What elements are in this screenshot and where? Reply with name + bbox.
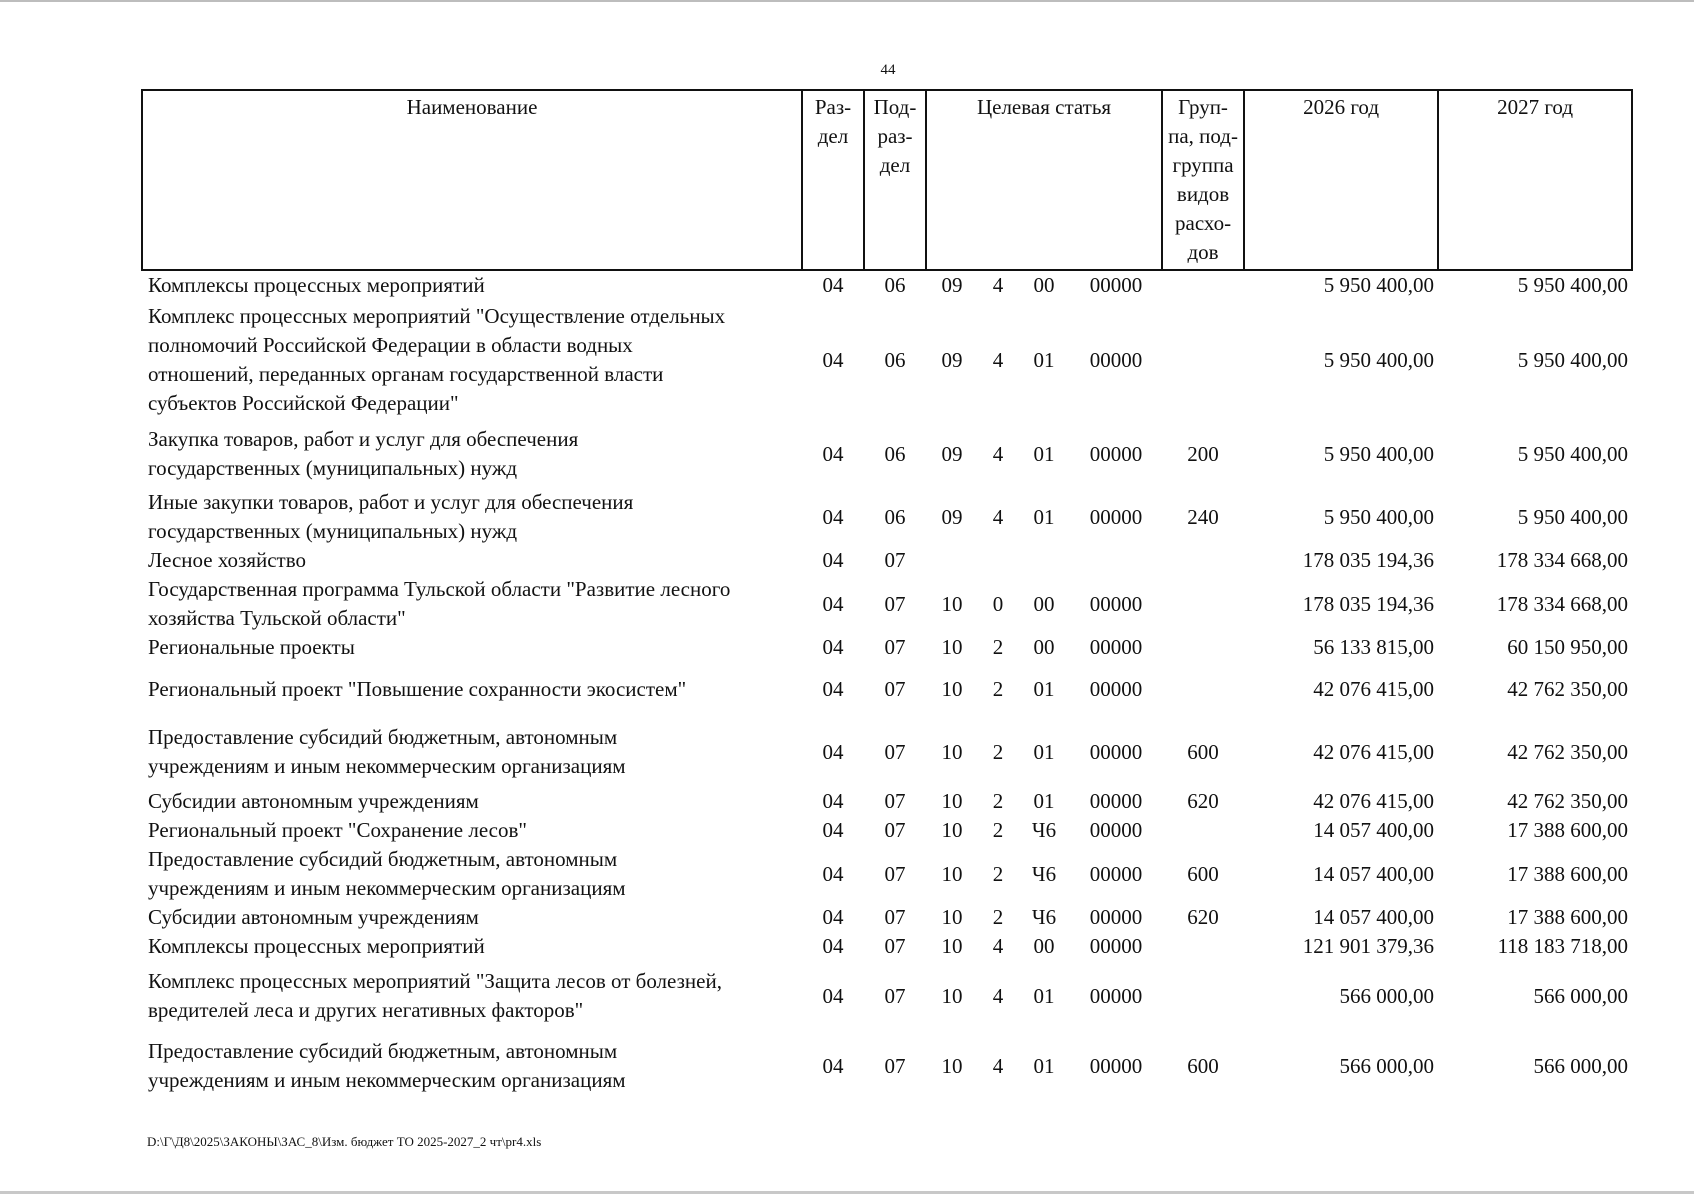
cell-podrazdel: 06 xyxy=(884,441,906,466)
cell-amount-2026: 566 000,00 xyxy=(1339,983,1435,1008)
cell-target-type: 4 xyxy=(992,1053,1004,1078)
cell-amount-2027: 566 000,00 xyxy=(1533,1053,1629,1078)
cell-razdel: 04 xyxy=(822,347,844,372)
header-razdel-line: Раз- xyxy=(814,95,852,119)
cell-target-type: 2 xyxy=(992,677,1004,701)
cell-podrazdel: 07 xyxy=(884,983,906,1008)
table-row xyxy=(142,932,1632,961)
cell-target-element: Ч6 xyxy=(1031,861,1057,886)
table-row xyxy=(142,903,1632,932)
cell-amount-2026: 42 076 415,00 xyxy=(1313,739,1435,764)
cell-name-line: Региональные проекты xyxy=(148,635,355,659)
header-group-line: Груп- xyxy=(1178,95,1228,119)
cell-amount-2026: 14 057 400,00 xyxy=(1313,818,1435,842)
cell-target-program: 10 xyxy=(941,905,963,929)
table-row xyxy=(142,420,1632,488)
header-2026: 2026 год xyxy=(1244,90,1438,270)
cell-target-direction: 00000 xyxy=(1089,635,1143,659)
table-row xyxy=(142,270,1632,300)
cell-target-program: 09 xyxy=(941,273,963,297)
cell-name-line: Иные закупки товаров, работ и услуг для обеспечения xyxy=(148,490,634,514)
cell-amount-2026: 14 057 400,00 xyxy=(1313,905,1435,929)
table-row xyxy=(142,816,1632,845)
cell-target-type: 2 xyxy=(992,789,1004,813)
table-body xyxy=(142,270,1632,1101)
cell-amount-2027: 42 762 350,00 xyxy=(1507,789,1629,813)
cell-expense-group xyxy=(1162,961,1244,1031)
cell-expense-group: 620 xyxy=(1187,905,1219,929)
cell-name xyxy=(142,420,802,488)
cell-razdel: 04 xyxy=(822,441,844,466)
header-group-line: па, под- xyxy=(1168,124,1238,148)
cell-target-direction: 00000 xyxy=(1089,347,1143,372)
cell-expense-group xyxy=(1162,633,1244,662)
cell-expense-group xyxy=(1162,546,1244,575)
cell-target-type: 2 xyxy=(992,818,1004,842)
cell-amount-2027: 17 388 600,00 xyxy=(1507,861,1629,886)
cell-target-program: 10 xyxy=(941,591,963,616)
cell-amount-2026: 42 076 415,00 xyxy=(1313,789,1435,813)
cell-amount-2026: 178 035 194,36 xyxy=(1302,591,1435,616)
cell-target-direction: 00000 xyxy=(1089,1053,1143,1078)
cell-target-type: 4 xyxy=(992,347,1004,372)
cell-expense-group: 240 xyxy=(1187,504,1219,529)
cell-amount-2026: 56 133 815,00 xyxy=(1313,635,1435,659)
cell-target-type: 4 xyxy=(992,983,1004,1008)
cell-amount-2026: 566 000,00 xyxy=(1339,1053,1435,1078)
cell-podrazdel: 07 xyxy=(884,905,906,929)
cell-target-element xyxy=(1018,546,1070,575)
cell-amount-2026: 14 057 400,00 xyxy=(1313,861,1435,886)
cell-name xyxy=(142,633,802,662)
cell-name xyxy=(142,270,802,300)
cell-target-direction: 00000 xyxy=(1089,861,1143,886)
cell-name xyxy=(142,932,802,961)
cell-name xyxy=(142,787,802,816)
cell-target-type: 2 xyxy=(992,905,1004,929)
table-row xyxy=(142,300,1632,420)
header-razdel-line: дел xyxy=(817,124,849,148)
table-row xyxy=(142,787,1632,816)
cell-razdel: 04 xyxy=(822,983,844,1008)
cell-target-element: 01 xyxy=(1033,739,1055,764)
cell-amount-2027: 17 388 600,00 xyxy=(1507,905,1629,929)
cell-target-element: 01 xyxy=(1033,983,1055,1008)
cell-name xyxy=(142,961,802,1031)
cell-target-type: 4 xyxy=(992,441,1004,466)
cell-name-line: субъектов Российской Федерации" xyxy=(148,391,459,415)
cell-target-direction: 00000 xyxy=(1089,504,1143,529)
cell-podrazdel: 06 xyxy=(884,347,906,372)
cell-podrazdel: 07 xyxy=(884,1053,906,1078)
table-row xyxy=(142,488,1632,546)
header-group-line: дов xyxy=(1187,240,1219,264)
cell-amount-2027: 42 762 350,00 xyxy=(1507,739,1629,764)
cell-name-line: Закупка товаров, работ и услуг для обеспечения xyxy=(148,427,579,451)
cell-podrazdel: 07 xyxy=(884,677,906,701)
cell-razdel: 04 xyxy=(822,789,844,813)
cell-name xyxy=(142,300,802,420)
cell-name-line: учреждениям и иным некоммерческим организациям xyxy=(148,754,626,778)
table-row xyxy=(142,1031,1632,1101)
cell-target-element: 00 xyxy=(1033,934,1055,958)
cell-name-line: учреждениям и иным некоммерческим организациям xyxy=(148,1068,626,1092)
cell-name-line: Государственная программа Тульской области "Развитие лесного xyxy=(148,577,731,601)
cell-expense-group: 600 xyxy=(1187,1053,1219,1078)
cell-target-direction: 00000 xyxy=(1089,677,1143,701)
cell-razdel: 04 xyxy=(822,635,844,659)
cell-target-direction: 00000 xyxy=(1089,273,1143,297)
table-row xyxy=(142,717,1632,787)
header-group xyxy=(1162,90,1244,270)
cell-target-element: 00 xyxy=(1033,591,1055,616)
cell-name-line: Региональный проект "Сохранение лесов" xyxy=(148,818,527,842)
cell-expense-group xyxy=(1162,270,1244,300)
cell-target-type: 2 xyxy=(992,635,1004,659)
cell-target-direction: 00000 xyxy=(1089,591,1143,616)
cell-target-direction: 00000 xyxy=(1089,934,1143,958)
header-group-line: расхо- xyxy=(1175,211,1232,235)
cell-name xyxy=(142,845,802,903)
table-header xyxy=(142,90,1632,270)
cell-target-element: 01 xyxy=(1033,789,1055,813)
cell-amount-2026: 5 950 400,00 xyxy=(1323,347,1435,372)
cell-razdel: 04 xyxy=(822,905,844,929)
cell-podrazdel: 07 xyxy=(884,789,906,813)
cell-name-line: Региональный проект "Повышение сохранности экосистем" xyxy=(148,677,687,701)
cell-name-line: Комплекс процессных мероприятий "Осуществление отдельных xyxy=(148,304,726,328)
cell-razdel: 04 xyxy=(822,273,844,297)
cell-podrazdel: 07 xyxy=(884,548,906,572)
cell-amount-2027: 5 950 400,00 xyxy=(1517,273,1629,297)
cell-razdel: 04 xyxy=(822,548,844,572)
cell-target-program: 10 xyxy=(941,1053,963,1078)
cell-name xyxy=(142,488,802,546)
cell-target-element: 01 xyxy=(1033,677,1055,701)
cell-target-program xyxy=(926,546,978,575)
cell-amount-2027: 5 950 400,00 xyxy=(1517,504,1629,529)
cell-expense-group: 600 xyxy=(1187,861,1219,886)
cell-target-direction: 00000 xyxy=(1089,905,1143,929)
cell-expense-group: 200 xyxy=(1187,441,1219,466)
header-group-line: видов xyxy=(1176,182,1230,206)
cell-target-program: 10 xyxy=(941,983,963,1008)
cell-target-element: 00 xyxy=(1033,273,1055,297)
cell-target-element: 01 xyxy=(1033,1053,1055,1078)
cell-name-line: Комплекс процессных мероприятий "Защита лесов от болезней, xyxy=(148,969,722,993)
cell-target-type: 2 xyxy=(992,739,1004,764)
cell-name xyxy=(142,662,802,717)
cell-target-type: 4 xyxy=(992,504,1004,529)
cell-name xyxy=(142,546,802,575)
cell-target-program: 10 xyxy=(941,677,963,701)
cell-target-program: 09 xyxy=(941,347,963,372)
cell-name xyxy=(142,816,802,845)
header-name: Наименование xyxy=(142,90,802,270)
cell-name xyxy=(142,903,802,932)
cell-target-direction: 00000 xyxy=(1089,441,1143,466)
cell-target-program: 10 xyxy=(941,739,963,764)
cell-expense-group: 620 xyxy=(1187,789,1219,813)
cell-target-direction: 00000 xyxy=(1089,739,1143,764)
cell-name-line: учреждениям и иным некоммерческим организациям xyxy=(148,876,626,900)
cell-target-element: 00 xyxy=(1033,635,1055,659)
header-podrazdel-line: раз- xyxy=(877,124,913,148)
cell-podrazdel: 06 xyxy=(884,504,906,529)
cell-amount-2027: 60 150 950,00 xyxy=(1507,635,1629,659)
cell-target-direction xyxy=(1070,546,1162,575)
cell-amount-2026: 178 035 194,36 xyxy=(1302,548,1435,572)
cell-target-program: 09 xyxy=(941,441,963,466)
cell-target-element: 01 xyxy=(1033,504,1055,529)
cell-amount-2027: 566 000,00 xyxy=(1533,983,1629,1008)
header-target: Целевая статья xyxy=(926,90,1162,270)
cell-name-line: Предоставление субсидий бюджетным, автономным xyxy=(148,1039,618,1063)
cell-amount-2027: 42 762 350,00 xyxy=(1507,677,1629,701)
cell-amount-2027: 5 950 400,00 xyxy=(1517,347,1629,372)
header-podrazdel-line: дел xyxy=(879,153,911,177)
cell-razdel: 04 xyxy=(822,677,844,701)
cell-expense-group xyxy=(1162,816,1244,845)
cell-podrazdel: 06 xyxy=(884,273,906,297)
cell-podrazdel: 07 xyxy=(884,818,906,842)
cell-amount-2027: 17 388 600,00 xyxy=(1507,818,1629,842)
cell-name-line: Предоставление субсидий бюджетным, автономным xyxy=(148,725,618,749)
cell-name-line: государственных (муниципальных) нужд xyxy=(148,456,518,480)
cell-target-program: 10 xyxy=(941,934,963,958)
table-row xyxy=(142,662,1632,717)
cell-name-line: Предоставление субсидий бюджетным, автономным xyxy=(148,847,618,871)
cell-name-line: Комплексы процессных мероприятий xyxy=(148,273,485,297)
table-row xyxy=(142,845,1632,903)
cell-name-line: хозяйства Тульской области" xyxy=(148,606,406,630)
table-row xyxy=(142,546,1632,575)
cell-name xyxy=(142,717,802,787)
cell-target-type xyxy=(978,546,1018,575)
cell-razdel: 04 xyxy=(822,591,844,616)
cell-amount-2026: 42 076 415,00 xyxy=(1313,677,1435,701)
cell-podrazdel: 07 xyxy=(884,591,906,616)
header-group-line: группа xyxy=(1172,153,1234,177)
cell-amount-2027: 118 183 718,00 xyxy=(1497,934,1629,958)
cell-name-line: Комплексы процессных мероприятий xyxy=(148,934,485,958)
cell-target-program: 10 xyxy=(941,635,963,659)
cell-expense-group: 600 xyxy=(1187,739,1219,764)
cell-target-program: 10 xyxy=(941,861,963,886)
cell-target-direction: 00000 xyxy=(1089,818,1143,842)
cell-podrazdel: 07 xyxy=(884,635,906,659)
cell-target-direction: 00000 xyxy=(1089,983,1143,1008)
cell-name-line: Лесное хозяйство xyxy=(148,548,306,572)
cell-target-element: 01 xyxy=(1033,441,1055,466)
table-row xyxy=(142,961,1632,1031)
cell-podrazdel: 07 xyxy=(884,861,906,886)
cell-podrazdel: 07 xyxy=(884,934,906,958)
cell-name-line: полномочий Российской Федерации в области водных xyxy=(148,333,633,357)
cell-target-element: Ч6 xyxy=(1031,905,1057,929)
cell-target-program: 10 xyxy=(941,789,963,813)
header-2027: 2027 год xyxy=(1438,90,1632,270)
cell-target-element: 01 xyxy=(1033,347,1055,372)
cell-target-direction: 00000 xyxy=(1089,789,1143,813)
cell-podrazdel: 07 xyxy=(884,739,906,764)
cell-name-line: Субсидии автономным учреждениям xyxy=(148,905,479,929)
scan-bottom-edge xyxy=(0,1191,1694,1194)
cell-target-type: 4 xyxy=(992,934,1004,958)
cell-expense-group xyxy=(1162,300,1244,420)
cell-target-element: Ч6 xyxy=(1031,818,1057,842)
header-podrazdel-line: Под- xyxy=(873,95,917,119)
cell-name-line: вредителей леса и других негативных факторов" xyxy=(148,998,584,1022)
cell-name-line: отношений, переданных органам государственной власти xyxy=(148,362,664,386)
cell-expense-group xyxy=(1162,575,1244,633)
cell-expense-group xyxy=(1162,662,1244,717)
cell-amount-2027: 178 334 668,00 xyxy=(1496,548,1629,572)
cell-target-type: 4 xyxy=(992,273,1004,297)
cell-amount-2026: 121 901 379,36 xyxy=(1302,934,1435,958)
cell-name xyxy=(142,575,802,633)
cell-name-line: государственных (муниципальных) нужд xyxy=(148,519,518,543)
cell-razdel: 04 xyxy=(822,504,844,529)
cell-amount-2026: 5 950 400,00 xyxy=(1323,441,1435,466)
cell-expense-group xyxy=(1162,932,1244,961)
cell-razdel: 04 xyxy=(822,861,844,886)
budget-table xyxy=(141,89,1633,1101)
cell-amount-2027: 178 334 668,00 xyxy=(1496,591,1629,616)
cell-amount-2026: 5 950 400,00 xyxy=(1323,273,1435,297)
cell-razdel: 04 xyxy=(822,1053,844,1078)
table-row xyxy=(142,575,1632,633)
cell-target-program: 09 xyxy=(941,504,963,529)
cell-amount-2026: 5 950 400,00 xyxy=(1323,504,1435,529)
cell-razdel: 04 xyxy=(822,739,844,764)
cell-name xyxy=(142,1031,802,1101)
table-row xyxy=(142,633,1632,662)
header-podrazdel xyxy=(864,90,926,270)
cell-razdel: 04 xyxy=(822,934,844,958)
header-razdel xyxy=(802,90,864,270)
file-path-footer: D:\Г\Д8\2025\ЗАКОНЫ\ЗАС_8\Изм. бюджет ТО 2025-2027_2 чт\pr4.xls xyxy=(147,1134,542,1149)
cell-target-type: 2 xyxy=(992,861,1004,886)
page-number: 44 xyxy=(880,62,896,78)
cell-razdel: 04 xyxy=(822,818,844,842)
scan-top-edge xyxy=(0,0,1694,2)
cell-target-program: 10 xyxy=(941,818,963,842)
cell-amount-2027: 5 950 400,00 xyxy=(1517,441,1629,466)
cell-target-type: 0 xyxy=(992,591,1004,616)
cell-name-line: Субсидии автономным учреждениям xyxy=(148,789,479,813)
